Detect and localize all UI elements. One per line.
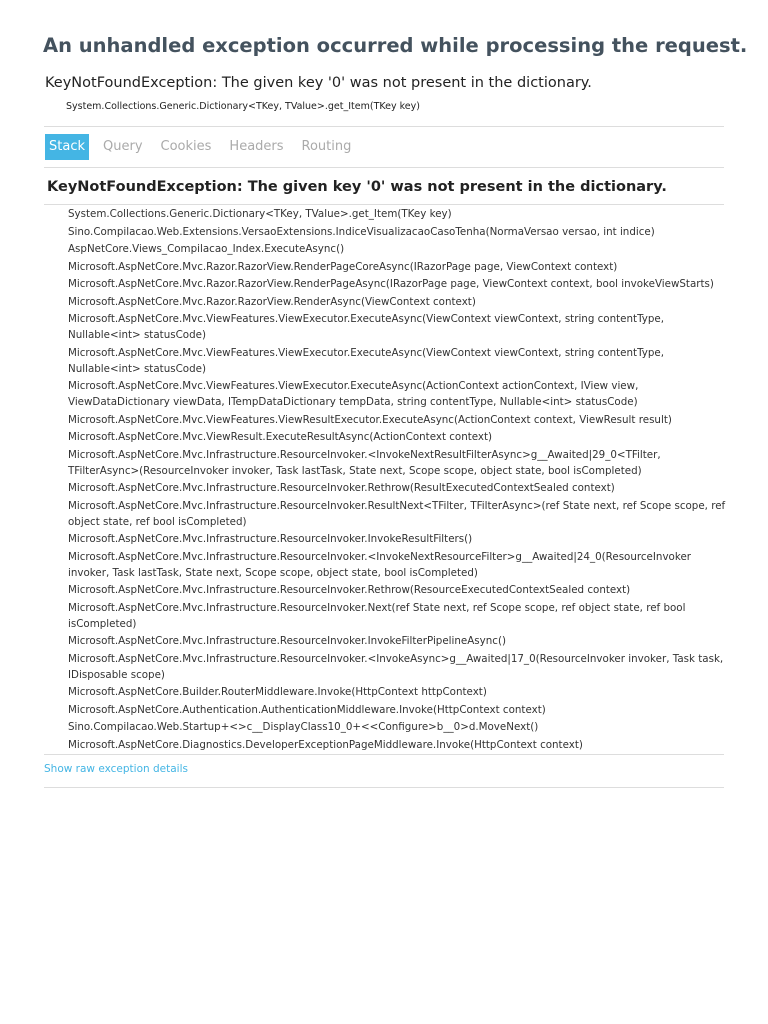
stack-frame[interactable]: Microsoft.AspNetCore.Mvc.Infrastructure.ResourceInvoker.InvokeResultFilters() [68, 533, 473, 545]
stack-frame[interactable]: Microsoft.AspNetCore.Mvc.Infrastructure.ResourceInvoker.ResultNext<TFilter, TFilterAsync>(ref State next, ref Scope scope, ref object state, ref bool isCompleted) [68, 499, 726, 528]
stack-frame[interactable]: Microsoft.AspNetCore.Mvc.Infrastructure.ResourceInvoker.<InvokeNextResourceFilter>g__Awaited|24_0(ResourceInvoker invoker, Task lastTask, State next, Scope scope, object state, bool isCompleted) [68, 550, 692, 579]
stack-frame[interactable]: Microsoft.AspNetCore.Mvc.Infrastructure.ResourceInvoker.<InvokeAsync>g__Awaited|17_0(ResourceInvoker invoker, Task task, IDisposable scope) [68, 652, 724, 681]
tab-bar [45, 134, 365, 160]
stack-frame[interactable]: Microsoft.AspNetCore.Mvc.Razor.RazorView.RenderPageCoreAsync(IRazorPage page, ViewContext context) [68, 260, 618, 273]
stack-frame[interactable]: Microsoft.AspNetCore.Mvc.Infrastructure.ResourceInvoker.<InvokeNextResultFilterAsync>g__Awaited|29_0<TFilter, TFilterAsync>(ResourceInvoker invoker, Task lastTask, State next, Scope scope, object state, bool isCompleted) [68, 448, 661, 477]
stack-frame[interactable]: Microsoft.AspNetCore.Mvc.ViewResult.ExecuteResultAsync(ActionContext context) [68, 431, 493, 443]
tab-query[interactable]: Query [103, 139, 143, 154]
divider-frames-bottom [44, 754, 724, 755]
tab-routing[interactable]: Routing [301, 139, 352, 154]
stack-frame[interactable]: Microsoft.AspNetCore.Mvc.Infrastructure.ResourceInvoker.InvokeFilterPipelineAsync() [68, 635, 506, 647]
show-raw-exception-link[interactable]: Show raw exception details [44, 763, 188, 775]
stack-frame[interactable]: Sino.Compilacao.Web.Extensions.VersaoExtensions.IndiceVisualizacaoCasoTenha(NormaVersao versao, int indice) [68, 225, 655, 238]
stack-frame[interactable]: Microsoft.AspNetCore.Builder.RouterMiddleware.Invoke(HttpContext httpContext) [68, 686, 487, 698]
page-title: An unhandled exception occurred while processing the request. [43, 34, 748, 57]
stack-frame[interactable]: System.Collections.Generic.Dictionary<TKey, TValue>.get_Item(TKey key) [68, 208, 452, 220]
stack-frame[interactable]: Microsoft.AspNetCore.Mvc.ViewFeatures.ViewExecutor.ExecuteAsync(ViewContext viewContext, string contentType, Nullable<int> statusCode) [68, 346, 664, 375]
stack-frame[interactable]: Microsoft.AspNetCore.Mvc.ViewFeatures.ViewExecutor.ExecuteAsync(ActionContext actionContext, IView view, ViewDataDictionary viewData, ITempDataDictionary tempData, string contentType, Nullable<int> statusCode) [68, 380, 639, 408]
stack-frame[interactable]: Microsoft.AspNetCore.Mvc.Infrastructure.ResourceInvoker.Rethrow(ResultExecutedContextSealed context) [68, 482, 615, 494]
exception-message: KeyNotFoundException: The given key '0' was not present in the dictionary. [45, 75, 592, 91]
stack-frame-list [68, 206, 728, 754]
divider-bottom [44, 787, 724, 788]
divider-top [44, 126, 724, 127]
divider-stack [44, 204, 724, 205]
stack-frame[interactable]: AspNetCore.Views_Compilacao_Index.ExecuteAsync() [68, 243, 345, 255]
stack-frame[interactable]: Microsoft.AspNetCore.Mvc.Infrastructure.ResourceInvoker.Next(ref State next, ref Scope scope, ref object state, ref bool isCompleted) [68, 601, 686, 630]
stack-frame[interactable]: Microsoft.AspNetCore.Mvc.ViewFeatures.ViewExecutor.ExecuteAsync(ViewContext viewContext, string contentType, Nullable<int> statusCode) [68, 313, 664, 341]
stack-frame[interactable]: Microsoft.AspNetCore.Authentication.AuthenticationMiddleware.Invoke(HttpContext context) [68, 703, 546, 716]
stack-frame[interactable]: Microsoft.AspNetCore.Diagnostics.DeveloperExceptionPageMiddleware.Invoke(HttpContext context) [68, 738, 583, 751]
stack-frame[interactable]: Microsoft.AspNetCore.Mvc.Razor.RazorView.RenderPageAsync(IRazorPage page, ViewContext context, bool invokeViewStarts) [68, 278, 714, 290]
stack-title: KeyNotFoundException: The given key '0' was not present in the dictionary. [47, 179, 667, 195]
stack-frame[interactable]: Sino.Compilacao.Web.Startup+<>c__DisplayClass10_0+<<Configure>b__0>d.MoveNext() [68, 721, 539, 733]
tab-headers[interactable]: Headers [229, 139, 284, 154]
divider-tabs [44, 167, 724, 168]
stack-frame[interactable]: Microsoft.AspNetCore.Mvc.Razor.RazorView.RenderAsync(ViewContext context) [68, 295, 476, 308]
tab-cookies[interactable]: Cookies [160, 139, 212, 154]
stack-frame[interactable]: Microsoft.AspNetCore.Mvc.ViewFeatures.ViewResultExecutor.ExecuteAsync(ActionContext context, ViewResult result) [68, 413, 672, 426]
exception-location: System.Collections.Generic.Dictionary<TKey, TValue>.get_Item(TKey key) [66, 101, 420, 112]
stack-frame[interactable]: Microsoft.AspNetCore.Mvc.Infrastructure.ResourceInvoker.Rethrow(ResourceExecutedContextSealed context) [68, 584, 631, 596]
tab-stack[interactable]: Stack [45, 134, 89, 160]
